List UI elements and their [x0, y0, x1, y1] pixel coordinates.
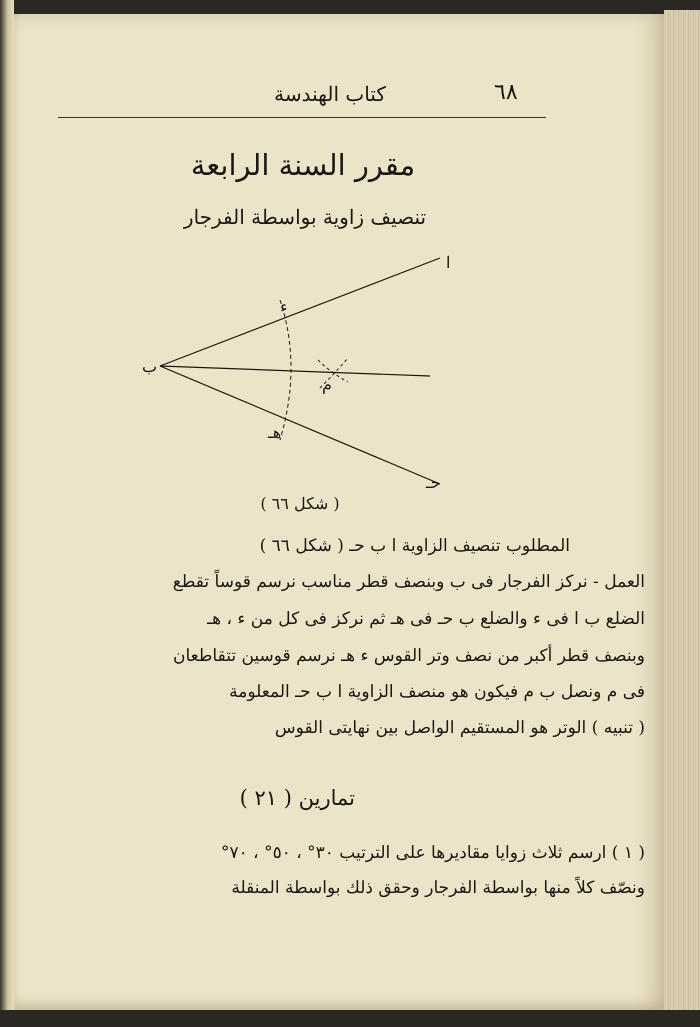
left-page-edge [0, 0, 14, 1027]
ray-upper [160, 258, 440, 366]
note-line: ( تنبيه ) الوتر هو المستقيم الواصل بين نهايتى القوس [274, 718, 645, 738]
label-upper-end: ا [446, 253, 451, 272]
label-arc-lower: هـ [268, 423, 282, 442]
running-title: كتاب الهندسة [274, 82, 386, 106]
body-line: وبنصف قطر أكبر من نصف وتر القوس ء هـ نرسم قوسين تتقاطعان [173, 646, 645, 666]
section-subtitle: تنصيف زاوية بواسطة الفرجار [183, 205, 427, 229]
body-line: المطلوب تنصيف الزاوية ا ب حـ ( شكل ٦٦ ) [259, 536, 570, 556]
label-lower-end: حـ [426, 473, 441, 492]
body-line: فى م ونصل ب م فيكون هو منصف الزاوية ا ب حـ المعلومة [229, 682, 645, 702]
label-vertex: ب [142, 357, 158, 376]
section-title: مقرر السنة الرابعة [190, 148, 416, 182]
body-line: الضلع ب ا فى ء والضلع ب حـ فى هـ ثم نركز فى كل من ء ، هـ [207, 609, 645, 629]
body-line: العمل - نركز الفرجار فى ب وبنصف قطر مناسب نرسم قوساً تقطع [172, 572, 645, 592]
angle-bisection-figure [130, 238, 470, 498]
bottom-shadow [0, 1010, 700, 1027]
ray-lower [160, 366, 440, 484]
page-number: ٦٨ [494, 80, 518, 105]
header-rule [58, 117, 546, 118]
bisector-line [160, 366, 430, 376]
figure-caption: ( شكل ٦٦ ) [260, 494, 340, 513]
label-intersection: م [322, 375, 332, 394]
exercise-line: ونصّف كلاً منها بواسطة الفرجار وحقق ذلك بواسطة المنقلة [231, 878, 645, 898]
exercise-line: ( ١ ) ارسم ثلاث زوايا مقاديرها على الترتيب ٣٠° ، ٥٠° ، ٧٠° [221, 843, 645, 863]
exercises-title: تمارين ( ٢١ ) [239, 786, 355, 810]
label-arc-upper: ء [280, 297, 288, 316]
page-stack-edge [664, 10, 700, 1015]
